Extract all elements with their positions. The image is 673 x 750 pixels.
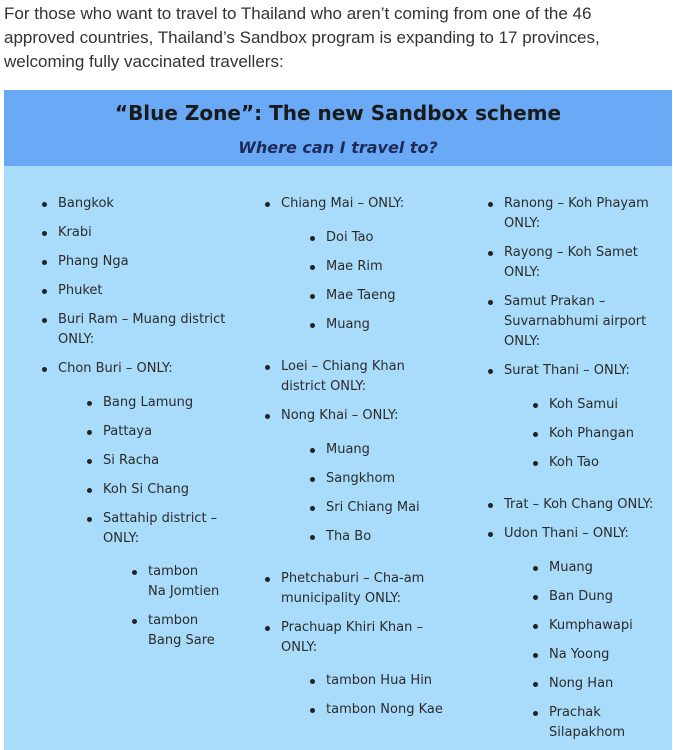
list-item: Rayong – Koh Samet xyxy=(450,243,638,263)
intro-paragraph: For those who want to travel to Thailand who aren’t coming from one of the 46 approved countries, Thailand’s Sandbox program is expanding to 17 provinces, welcoming fully vaccinated travellers: xyxy=(4,4,600,71)
list-item: Chiang Mai – ONLY: xyxy=(227,194,404,214)
list-item: Na Jomtien xyxy=(148,584,220,599)
list-item: Sri Chiang Mai xyxy=(227,498,420,518)
list-item: Krabi xyxy=(4,223,92,243)
list-item: Koh Si Chang xyxy=(4,480,189,500)
list-item: Trat – Koh Chang ONLY: xyxy=(450,495,653,515)
list-item: Phetchaburi – Cha-am xyxy=(227,569,424,589)
list-item: Na Yoong xyxy=(450,645,609,665)
list-item: Mae Taeng xyxy=(227,286,396,306)
list-item: Bangkok xyxy=(4,194,114,214)
list-item: Bang Lamung xyxy=(4,393,193,413)
list-item: district ONLY: xyxy=(281,379,367,394)
list-item: municipality ONLY: xyxy=(281,591,401,606)
list-item: Mae Rim xyxy=(227,257,383,277)
list-item: ONLY: xyxy=(103,531,140,546)
list-item: tambon Hua Hin xyxy=(227,671,432,691)
list-item: Doi Tao xyxy=(227,228,373,248)
list-item: Samut Prakan – xyxy=(450,292,605,312)
list-item: Nong Han xyxy=(450,674,613,694)
list-item: Muang xyxy=(450,558,593,578)
panel-header xyxy=(4,90,672,166)
list-item: tambon xyxy=(4,611,198,631)
list-item: Prachuap Khiri Khan – xyxy=(227,618,423,638)
list-item: Sangkhom xyxy=(227,469,395,489)
list-item: ONLY: xyxy=(58,332,95,347)
list-item: Muang xyxy=(227,315,370,335)
list-item: Kumphawapi xyxy=(450,616,633,636)
list-item: Prachak xyxy=(450,703,601,723)
list-item: Bang Sare xyxy=(148,633,215,648)
list-item: Udon Thani – ONLY: xyxy=(450,524,629,544)
list-item: Suvarnabhumi airport xyxy=(504,314,647,329)
list-item: ONLY: xyxy=(504,265,541,280)
list-item: ONLY: xyxy=(504,334,541,349)
list-item: Pattaya xyxy=(4,422,152,442)
list-item: Koh Tao xyxy=(450,453,599,473)
list-item: Phuket xyxy=(4,281,102,301)
panel-title: “Blue Zone”: The new Sandbox scheme xyxy=(114,101,562,125)
list-item: Surat Thani – ONLY: xyxy=(450,361,630,381)
panel-subtitle: Where can I travel to? xyxy=(238,138,438,157)
list-item: Nong Khai – ONLY: xyxy=(227,406,398,426)
list-item: Tha Bo xyxy=(227,527,371,547)
list-item: Loei – Chiang Khan xyxy=(227,357,405,377)
list-item: Si Racha xyxy=(4,451,159,471)
list-item: Muang xyxy=(227,440,370,460)
list-item: Sattahip district – xyxy=(4,509,217,529)
list-item: Ban Dung xyxy=(450,587,613,607)
list-item: ONLY: xyxy=(281,640,318,655)
list-item: Ranong – Koh Phayam xyxy=(450,194,649,214)
list-item: Silapakhom xyxy=(549,725,626,740)
list-item: Koh Samui xyxy=(450,395,618,415)
list-item: Koh Phangan xyxy=(450,424,634,444)
list-item: Phang Nga xyxy=(4,252,129,272)
list-item: tambon Nong Kae xyxy=(227,700,443,720)
list-item: Chon Buri – ONLY: xyxy=(4,359,173,379)
list-item: tambon xyxy=(4,562,198,582)
list-item: Buri Ram – Muang district xyxy=(4,310,225,330)
list-item: ONLY: xyxy=(504,216,541,231)
